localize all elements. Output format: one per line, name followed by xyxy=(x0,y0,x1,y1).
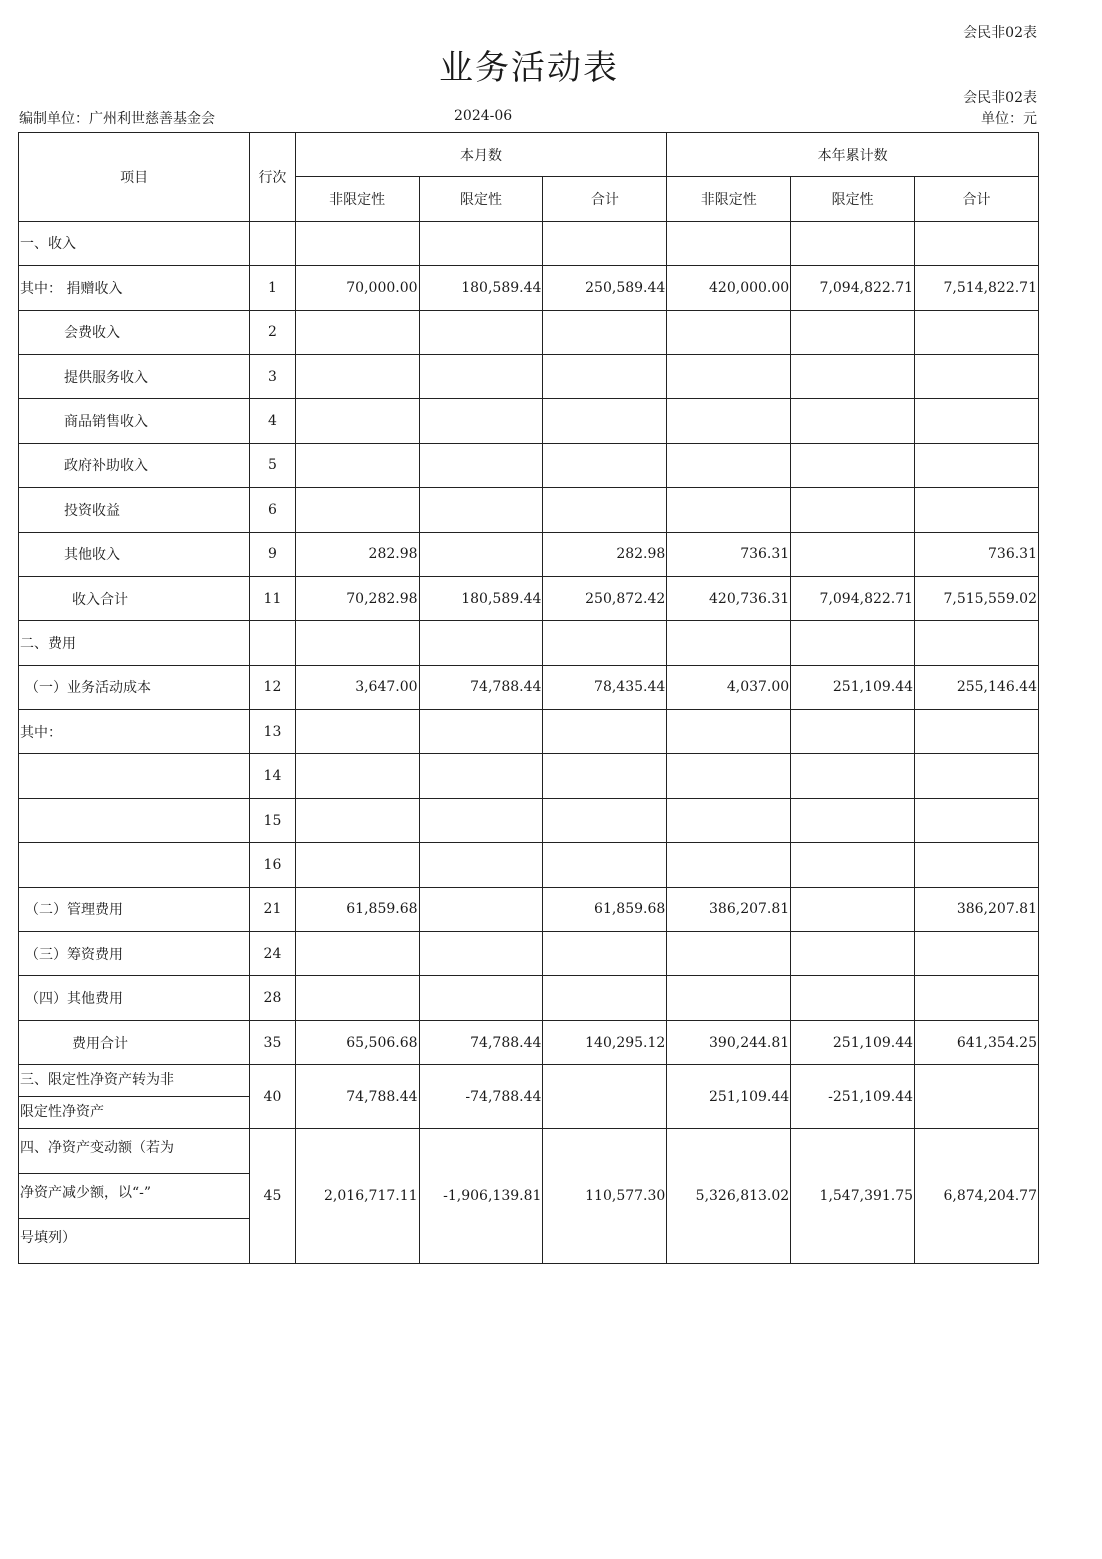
amount-y-res xyxy=(791,798,915,842)
amount-y-total xyxy=(915,798,1039,842)
row-line-no: 9 xyxy=(250,532,295,576)
amount-y-res: -251,109.44 xyxy=(791,1065,915,1129)
amount-y-unres xyxy=(667,488,791,532)
amount-y-total xyxy=(915,221,1039,265)
amount-m-unres: 3,647.00 xyxy=(295,665,419,709)
amount-m-unres xyxy=(295,443,419,487)
row-label: 提供服务收入 xyxy=(19,354,250,398)
amount-y-unres xyxy=(667,710,791,754)
amount-y-total: 255,146.44 xyxy=(915,665,1039,709)
form-code: 会民非02表 xyxy=(963,90,1037,106)
row-label: 其中： xyxy=(19,710,250,754)
row-line-no: 11 xyxy=(250,576,295,620)
row-label: 商品销售收入 xyxy=(19,399,250,443)
amount-m-res xyxy=(419,488,543,532)
amount-m-total: 250,872.42 xyxy=(543,576,667,620)
amount-m-total: 110,577.30 xyxy=(543,1129,667,1264)
amount-y-unres: 251,109.44 xyxy=(667,1065,791,1129)
header-line-no: 行次 xyxy=(250,133,295,222)
amount-m-unres xyxy=(295,976,419,1020)
row-label: 费用合计 xyxy=(19,1020,250,1064)
row-line-no: 15 xyxy=(250,798,295,842)
row-label-line: 净资产减少额，以“-” xyxy=(19,1174,249,1219)
row-label: 投资收益 xyxy=(19,488,250,532)
table-row xyxy=(19,354,1039,398)
amount-m-res xyxy=(419,710,543,754)
row-label: 会费收入 xyxy=(19,310,250,354)
table-row xyxy=(19,621,1039,665)
header-month-total: 合计 xyxy=(543,177,667,221)
row-label: 其中： 捐赠收入 xyxy=(19,266,250,310)
amount-y-unres xyxy=(667,443,791,487)
amount-y-res: 1,547,391.75 xyxy=(791,1129,915,1264)
amount-m-unres xyxy=(295,710,419,754)
amount-y-total xyxy=(915,843,1039,887)
table-row xyxy=(19,399,1039,443)
amount-y-total xyxy=(915,1065,1039,1129)
header-ytd-unrestricted: 非限定性 xyxy=(667,177,791,221)
table-row xyxy=(19,932,1039,976)
amount-y-unres xyxy=(667,843,791,887)
amount-m-res xyxy=(419,621,543,665)
row-label: （四）其他费用 xyxy=(19,976,250,1020)
row-line-no: 3 xyxy=(250,354,295,398)
amount-m-res xyxy=(419,932,543,976)
amount-y-total xyxy=(915,399,1039,443)
amount-m-unres xyxy=(295,310,419,354)
amount-y-total xyxy=(915,354,1039,398)
amount-m-total: 61,859.68 xyxy=(543,887,667,931)
amount-y-res xyxy=(791,310,915,354)
amount-m-res xyxy=(419,310,543,354)
activity-statement-table xyxy=(18,132,1039,1264)
amount-y-res xyxy=(791,710,915,754)
header-year-to-date: 本年累计数 xyxy=(667,133,1039,177)
amount-m-unres xyxy=(295,932,419,976)
row-line-no: 40 xyxy=(250,1065,295,1129)
header-item: 项目 xyxy=(19,133,250,222)
amount-m-unres: 74,788.44 xyxy=(295,1065,419,1129)
report-meta xyxy=(19,108,1037,128)
amount-m-unres xyxy=(295,843,419,887)
amount-y-res xyxy=(791,621,915,665)
amount-m-total xyxy=(543,843,667,887)
amount-m-total xyxy=(543,621,667,665)
header-month-unrestricted: 非限定性 xyxy=(295,177,419,221)
amount-y-unres: 390,244.81 xyxy=(667,1020,791,1064)
amount-y-unres: 420,000.00 xyxy=(667,266,791,310)
amount-m-unres: 70,000.00 xyxy=(295,266,419,310)
amount-m-res: 74,788.44 xyxy=(419,665,543,709)
table-row xyxy=(19,843,1039,887)
row-line-no: 1 xyxy=(250,266,295,310)
row-label: 政府补助收入 xyxy=(19,443,250,487)
amount-m-unres: 65,506.68 xyxy=(295,1020,419,1064)
row-label-line: 三、限定性净资产转为非 xyxy=(19,1065,249,1097)
amount-y-unres xyxy=(667,798,791,842)
row-label: 收入合计 xyxy=(19,576,250,620)
amount-m-res xyxy=(419,754,543,798)
amount-y-unres xyxy=(667,976,791,1020)
amount-y-total xyxy=(915,710,1039,754)
amount-m-res: -74,788.44 xyxy=(419,1065,543,1129)
amount-y-unres xyxy=(667,399,791,443)
amount-y-res xyxy=(791,932,915,976)
amount-y-total xyxy=(915,443,1039,487)
amount-y-unres xyxy=(667,621,791,665)
row-label-line: 号填列） xyxy=(20,1230,76,1247)
amount-m-total xyxy=(543,399,667,443)
amount-y-unres xyxy=(667,754,791,798)
amount-m-total xyxy=(543,754,667,798)
amount-y-total xyxy=(915,976,1039,1020)
row-line-no: 24 xyxy=(250,932,295,976)
currency-unit: 单位：元 xyxy=(981,111,1037,127)
table-row xyxy=(19,1129,1039,1264)
amount-y-total xyxy=(915,310,1039,354)
table-row xyxy=(19,754,1039,798)
amount-m-total xyxy=(543,976,667,1020)
row-line-no: 45 xyxy=(250,1129,295,1264)
amount-y-res xyxy=(791,221,915,265)
amount-m-unres xyxy=(295,354,419,398)
amount-y-unres xyxy=(667,932,791,976)
table-row xyxy=(19,221,1039,265)
amount-y-unres: 420,736.31 xyxy=(667,576,791,620)
amount-y-total xyxy=(915,488,1039,532)
amount-y-total: 736.31 xyxy=(915,532,1039,576)
amount-m-unres xyxy=(295,399,419,443)
header-ytd-total: 合计 xyxy=(915,177,1039,221)
amount-y-unres xyxy=(667,310,791,354)
table-row xyxy=(19,887,1039,931)
row-label: （一）业务活动成本 xyxy=(19,665,250,709)
header-row-1 xyxy=(19,133,1039,177)
amount-m-total xyxy=(543,710,667,754)
amount-y-res xyxy=(791,443,915,487)
amount-y-unres: 386,207.81 xyxy=(667,887,791,931)
amount-m-unres xyxy=(295,621,419,665)
amount-y-unres xyxy=(667,221,791,265)
amount-y-res xyxy=(791,488,915,532)
amount-m-total: 140,295.12 xyxy=(543,1020,667,1064)
amount-y-total: 7,515,559.02 xyxy=(915,576,1039,620)
row-line-no: 21 xyxy=(250,887,295,931)
amount-m-unres: 2,016,717.11 xyxy=(295,1129,419,1264)
amount-y-res: 7,094,822.71 xyxy=(791,576,915,620)
table-row xyxy=(19,1065,1039,1129)
amount-m-total xyxy=(543,932,667,976)
amount-y-total: 386,207.81 xyxy=(915,887,1039,931)
amount-y-res xyxy=(791,843,915,887)
amount-m-res xyxy=(419,532,543,576)
amount-y-res: 251,109.44 xyxy=(791,1020,915,1064)
amount-m-unres: 70,282.98 xyxy=(295,576,419,620)
amount-m-total: 250,589.44 xyxy=(543,266,667,310)
amount-m-unres xyxy=(295,798,419,842)
amount-y-res xyxy=(791,354,915,398)
row-line-no: 4 xyxy=(250,399,295,443)
row-line-no: 12 xyxy=(250,665,295,709)
table-row xyxy=(19,310,1039,354)
amount-m-total xyxy=(543,488,667,532)
header-current-month: 本月数 xyxy=(295,133,667,177)
table-row xyxy=(19,798,1039,842)
table-row xyxy=(19,576,1039,620)
form-code-top: 会民非02表 xyxy=(963,25,1037,41)
amount-y-total xyxy=(915,932,1039,976)
amount-m-unres xyxy=(295,754,419,798)
table-row xyxy=(19,976,1039,1020)
row-label: 其他收入 xyxy=(19,532,250,576)
amount-m-total xyxy=(543,221,667,265)
amount-m-total xyxy=(543,443,667,487)
row-label xyxy=(19,754,250,798)
amount-m-unres xyxy=(295,488,419,532)
amount-m-total xyxy=(543,354,667,398)
table-row xyxy=(19,710,1039,754)
row-line-no: 35 xyxy=(250,1020,295,1064)
amount-y-res xyxy=(791,976,915,1020)
amount-m-res xyxy=(419,887,543,931)
amount-m-total xyxy=(543,798,667,842)
row-line-no: 2 xyxy=(250,310,295,354)
amount-m-res xyxy=(419,443,543,487)
row-line-no xyxy=(250,221,295,265)
amount-y-res xyxy=(791,399,915,443)
amount-m-res: 180,589.44 xyxy=(419,576,543,620)
amount-y-res: 251,109.44 xyxy=(791,665,915,709)
amount-y-unres: 736.31 xyxy=(667,532,791,576)
row-label: （二）管理费用 xyxy=(19,887,250,931)
amount-m-total: 78,435.44 xyxy=(543,665,667,709)
amount-y-unres: 4,037.00 xyxy=(667,665,791,709)
header-month-restricted: 限定性 xyxy=(419,177,543,221)
report-period: 2024-06 xyxy=(454,108,513,124)
amount-y-unres xyxy=(667,354,791,398)
amount-y-total: 641,354.25 xyxy=(915,1020,1039,1064)
amount-y-total xyxy=(915,621,1039,665)
reporting-unit: 编制单位：广州利世慈善基金会 xyxy=(19,111,215,127)
amount-m-unres: 61,859.68 xyxy=(295,887,419,931)
table-row xyxy=(19,532,1039,576)
row-line-no: 5 xyxy=(250,443,295,487)
amount-y-total xyxy=(915,754,1039,798)
table-row xyxy=(19,443,1039,487)
row-label xyxy=(19,1065,250,1129)
row-label xyxy=(19,843,250,887)
row-line-no xyxy=(250,621,295,665)
header-ytd-restricted: 限定性 xyxy=(791,177,915,221)
row-label-line: 四、净资产变动额（若为 xyxy=(19,1129,249,1174)
table-row xyxy=(19,1020,1039,1064)
amount-m-total xyxy=(543,310,667,354)
row-label: 二、费用 xyxy=(19,621,250,665)
row-line-no: 28 xyxy=(250,976,295,1020)
amount-m-res xyxy=(419,798,543,842)
amount-m-res xyxy=(419,843,543,887)
amount-m-unres xyxy=(295,221,419,265)
amount-m-total: 282.98 xyxy=(543,532,667,576)
table-row xyxy=(19,665,1039,709)
amount-y-res xyxy=(791,754,915,798)
table-row xyxy=(19,266,1039,310)
amount-m-res xyxy=(419,976,543,1020)
row-line-no: 13 xyxy=(250,710,295,754)
row-line-no: 6 xyxy=(250,488,295,532)
row-label xyxy=(19,1129,250,1264)
amount-m-res xyxy=(419,221,543,265)
amount-m-res: 180,589.44 xyxy=(419,266,543,310)
amount-y-total: 7,514,822.71 xyxy=(915,266,1039,310)
amount-y-unres: 5,326,813.02 xyxy=(667,1129,791,1264)
amount-y-res xyxy=(791,887,915,931)
row-line-no: 16 xyxy=(250,843,295,887)
amount-m-unres: 282.98 xyxy=(295,532,419,576)
amount-y-res: 7,094,822.71 xyxy=(791,266,915,310)
amount-y-res xyxy=(791,532,915,576)
row-label xyxy=(19,798,250,842)
amount-m-res xyxy=(419,354,543,398)
table-row xyxy=(19,488,1039,532)
report-title: 业务活动表 xyxy=(439,48,619,88)
amount-m-res: 74,788.44 xyxy=(419,1020,543,1064)
row-label: 一、收入 xyxy=(19,221,250,265)
amount-m-res xyxy=(419,399,543,443)
row-label-line: 限定性净资产 xyxy=(20,1104,104,1121)
amount-m-total xyxy=(543,1065,667,1129)
row-line-no: 14 xyxy=(250,754,295,798)
amount-m-res: -1,906,139.81 xyxy=(419,1129,543,1264)
amount-y-total: 6,874,204.77 xyxy=(915,1129,1039,1264)
row-label: （三）筹资费用 xyxy=(19,932,250,976)
